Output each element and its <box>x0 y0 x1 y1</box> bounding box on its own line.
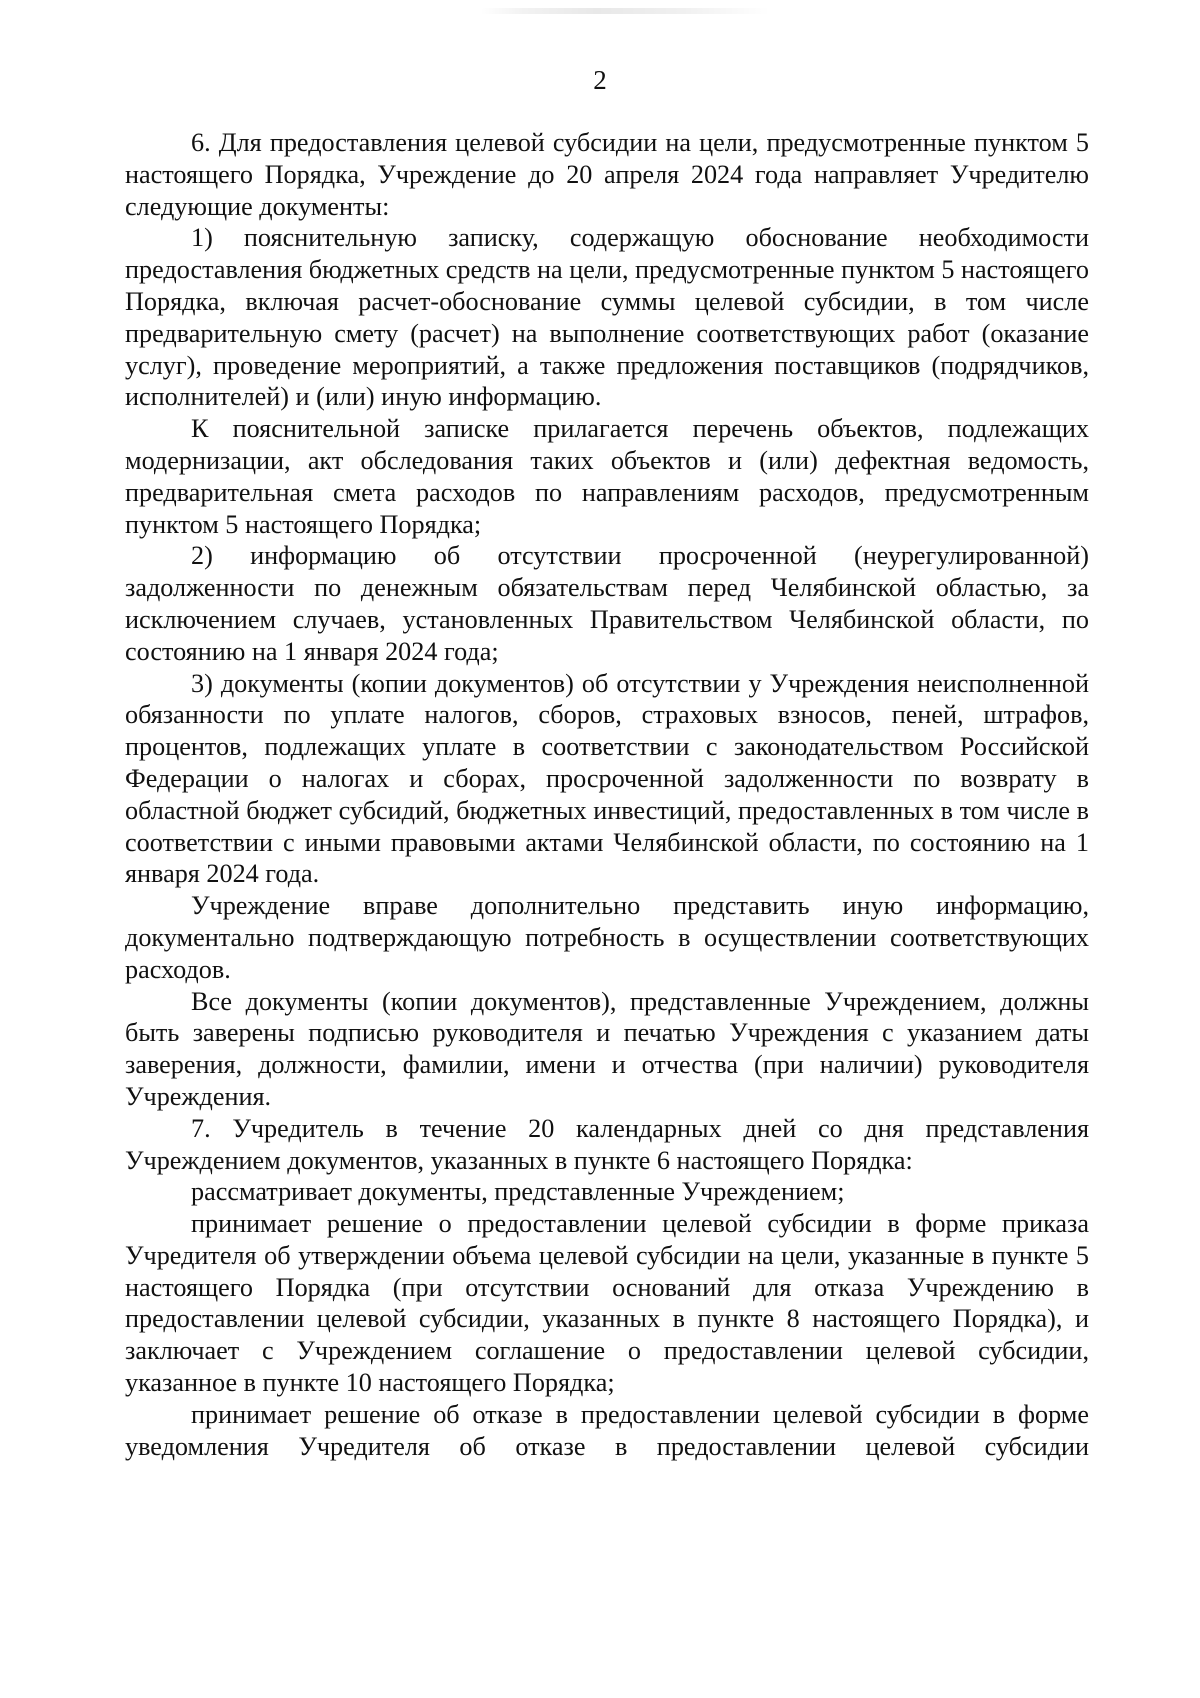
paragraph-document-certification: Все документы (копии документов), представленные Учреждением, должны быть заверены подписью руководителя и печатью Учреждения с указанием даты заверения, должности, фамилии, имени и отчества (при наличии) руководителя Учреждения. <box>125 986 1089 1111</box>
paragraph-6-item-1: 1) пояснительную записку, содержащую обоснование необходимости предоставления бюджетных средств на цели, предусмотренные пунктом 5 настоящего Порядка, включая расчет-обоснование суммы целевой субсидии, в том числе предварительную смету (расчет) на выполнение соответствующих работ (оказание услуг), проведение мероприятий, а также предложения поставщиков (подрядчиков, исполнителей) и (или) иную информацию. <box>125 223 1089 412</box>
scan-artifact <box>480 8 770 14</box>
paragraph-7-approval-decision: принимает решение о предоставлении целевой субсидии в форме приказа Учредителя об утверждении объема целевой субсидии на цели, указанные в пункте 5 настоящего Порядка (при отсутствии оснований для отказа Учреждению в предоставлении целевой субсидии, указанных в пункте 8 настоящего Порядка), и заключает с Учреждением соглашение о предоставлении целевой субсидии, указанное в пункте 10 настоящего Порядка; <box>125 1209 1089 1398</box>
paragraph-explanatory-note-attachments: К пояснительной записке прилагается перечень объектов, подлежащих модернизации, акт обследования таких объектов и (или) дефектная ведомость, предварительная смета расходов по направлениям расходов, предусмотренным пунктом 5 настоящего Порядка; <box>125 414 1089 539</box>
paragraph-6: 6. Для предоставления целевой субсидии на цели, предусмотренные пунктом 5 настоящего Порядка, Учреждение до 20 апреля 2024 года направляет Учредителю следующие документы: <box>125 128 1089 221</box>
paragraph-6-item-2: 2) информацию об отсутствии просроченной (неурегулированной) задолженности по денежным обязательствам перед Челябинской областью, за исключением случаев, установленных Правительством Челябинской области, по состоянию на 1 января 2024 года; <box>125 541 1089 666</box>
document-body <box>125 127 1089 1462</box>
page-number: 2 <box>593 65 607 95</box>
paragraph-7: 7. Учредитель в течение 20 календарных дней со дня представления Учреждением документов, указанных в пункте 6 настоящего Порядка: <box>125 1113 1089 1175</box>
paragraph-additional-information: Учреждение вправе дополнительно представить иную информацию, документально подтверждающую потребность в осуществлении соответствующих расходов. <box>125 891 1089 984</box>
paragraph-7-refusal-decision: принимает решение об отказе в предоставлении целевой субсидии в форме уведомления Учредителя об отказе в предоставлении целевой субсидии <box>125 1399 1089 1461</box>
paragraph-7-review: рассматривает документы, представленные Учреждением; <box>191 1177 845 1207</box>
paragraph-6-item-3: 3) документы (копии документов) об отсутствии у Учреждения неисполненной обязанности по уплате налогов, сборов, страховых взносов, пеней, штрафов, процентов, подлежащих уплате в соответствии с законодательством Российской Федерации о налогах и сборах, просроченной задолженности по возврату в областной бюджет субсидий, бюджетных инвестиций, предоставленных в том числе в соответствии с иными правовыми актами Челябинской области, по состоянию на 1 января 2024 года. <box>125 668 1089 889</box>
